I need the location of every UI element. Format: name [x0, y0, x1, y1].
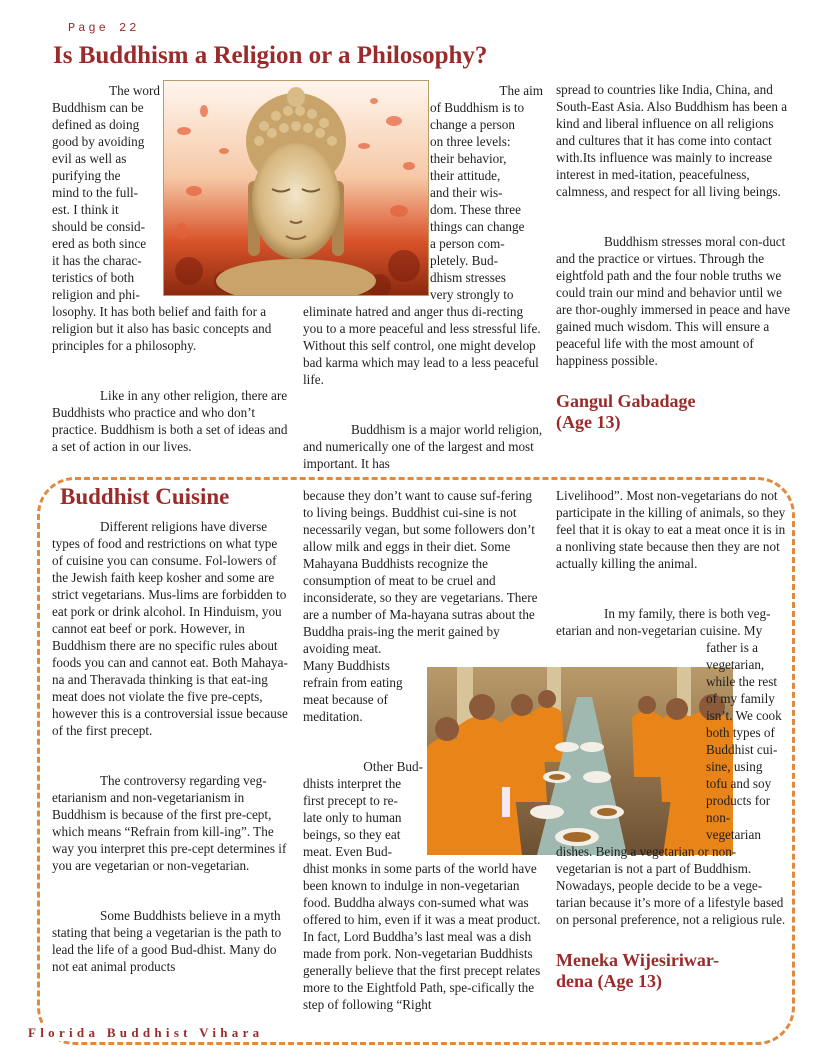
- text-line: products for: [706, 793, 771, 808]
- text-line: of Buddhism is to: [430, 100, 525, 115]
- text-line: late only to human: [303, 810, 402, 825]
- paragraph: eliminate hatred and anger thus di-recting you to a more peaceful and less stressful life. Without this self control, one might develop bad karma which may lead to a less peaceful life.: [303, 304, 541, 387]
- paragraph: Different religions have diverse types of food and restrictions on what type of cuisine you can consume. Fol-lowers of the Jewish faith keep kosher and some are strict vegetarians. Mus-lims are forbidden to eat pork or drink alcohol. In Hinduism, you cannot eat beef or pork. However, in Buddhism there are no specific rules about foods you can and cannot eat. Both Mahaya-na and Theravada thinking is that eat-ing meat does not violate the five pre-cepts, however this is a controversial issue because of the first precept.: [52, 519, 288, 738]
- paragraph: Buddhism stresses moral con-duct and the practice or virtues. Through the eightfold path and the four noble truths we could train our mind and behavior until we are thor-oughly immersed in peace and have gained much wisdom. This will ensure a peaceful life with the most amount of happiness possible.: [556, 234, 791, 368]
- text-line: The word: [109, 83, 160, 98]
- author-age: dena (Age 13): [556, 971, 662, 991]
- author-age: (Age 13): [556, 412, 621, 432]
- paragraph: losophy. It has both belief and faith for a religion but it also has basic concepts and principles for a philosophy.: [52, 304, 272, 353]
- text-line: tofu and soy: [706, 776, 772, 791]
- text-line: very strongly to: [430, 287, 514, 302]
- text-line: meat because of: [303, 692, 388, 707]
- text-line: things can change: [430, 219, 525, 234]
- text-line: while the rest: [706, 674, 778, 689]
- footer-organization-name: Florida Buddhist Vihara: [28, 1025, 267, 1041]
- text-line: sine, using: [706, 759, 763, 774]
- text-line: their behavior,: [430, 151, 507, 166]
- paragraph: Some Buddhists believe in a myth stating that being a vegetarian is the path to lead the life of a good Bud-dhist. Many do not eat animal products: [52, 908, 282, 974]
- text-line: on three levels:: [430, 134, 511, 149]
- paragraph: Livelihood”. Most non-vegetarians do not participate in the killing of animals, so they feel that it is okay to eat a meat once it is in a nonliving state because then they are not actually killing the animal.: [556, 488, 786, 571]
- text-line: mind to the full-: [52, 185, 139, 200]
- paragraph: because they don’t want to cause suf-fering to living beings. Buddhist cui-sine is not necessarily vegan, but some followers don’t allow milk and eggs in their diet. Some Mahayana Buddhists recognize the consumption of meat to be cruel and inconsiderate, so they are vegetarians. There are a number of Ma-hayana sutras about the Buddha prais-ing the merit gained by avoiding meat.: [303, 488, 538, 656]
- text-line: vegetarian,: [706, 657, 765, 672]
- section-title: Buddhist Cuisine: [60, 484, 230, 509]
- text-line: meditation.: [303, 709, 363, 724]
- text-line: evil as well as: [52, 151, 127, 166]
- text-line: dhism stresses: [430, 270, 506, 285]
- paragraph: Like in any other religion, there are Buddhists who practice and who don’t practice. Buddhism is both a set of ideas and a set of action in our lives.: [52, 388, 288, 454]
- text-line: refrain from eating: [303, 675, 403, 690]
- paragraph: Buddhism is a major world religion, and numerically one of the largest and most important. It has: [303, 422, 543, 471]
- text-line: good by avoiding: [52, 134, 145, 149]
- text-line: religion and phi-: [52, 287, 140, 302]
- text-line: and their wis-: [430, 185, 503, 200]
- text-line: The aim: [499, 83, 543, 98]
- text-line: pletely. Bud-: [430, 253, 498, 268]
- text-line: dom. These three: [430, 202, 521, 217]
- text-line: purifying the: [52, 168, 121, 183]
- text-line: first precept to re-: [303, 793, 398, 808]
- author-name: Gangul Gabadage: [556, 391, 696, 411]
- text-line: Buddhist cui-: [706, 742, 778, 757]
- text-line: of my family: [706, 691, 775, 706]
- text-line: should be consid-: [52, 219, 146, 234]
- text-line: est. I think it: [52, 202, 119, 217]
- article1-column2: [303, 82, 543, 472]
- text-line: dhists interpret the: [303, 776, 402, 791]
- text-line: it has the charac-: [52, 253, 142, 268]
- text-line: beings, so they eat: [303, 827, 401, 842]
- text-line: father is a: [706, 640, 758, 655]
- text-line: meat. Even Bud-: [303, 844, 392, 859]
- paragraph: dhist monks in some parts of the world have been known to indulge in non-vegetarian food. Buddha always con-sumed what was offered to him, even if it was a meat product. In fact, Lord Buddha’s last meal was a dish made from pork. Non-vegetarian Buddhists generally believe that the first precept relates more to the Eightfold Path, spe-cifically the step of following “Right: [303, 861, 541, 1012]
- paragraph: dishes. Being a vegetarian or non-vegetarian is not a part of Buddhism. Nowadays, people decide to be a vege-tarian because it’s more of a lifestyle based on personal preference, not a religious rule.: [556, 844, 786, 927]
- page-number: Page 22: [68, 21, 140, 35]
- article2-column1: [52, 518, 288, 975]
- text-line: Buddhism can be: [52, 100, 144, 115]
- author-name: Meneka Wijesiriwar-: [556, 950, 720, 970]
- paragraph: spread to countries like India, China, and South-East Asia. Also Buddhism has been a kind and liberal influence on all religions and cultures that it has come into contact with.Its influence was mainly to increase interest in med-itation, peacefulness, calmness, and respect for all living beings.: [556, 82, 788, 199]
- text-line: a person com-: [430, 236, 505, 251]
- article1-column3: [556, 81, 792, 433]
- article2-column2: [303, 487, 543, 1013]
- text-line: defined as doing: [52, 117, 140, 132]
- page-title: Is Buddhism a Religion or a Philosophy?: [53, 42, 488, 69]
- article2-column3: [556, 487, 791, 992]
- text-line: Many Buddhists: [303, 658, 390, 673]
- text-line: non-: [706, 810, 731, 825]
- article1-column1: [52, 82, 295, 455]
- text-line: isn’t. We cook: [706, 708, 782, 723]
- paragraph: The controversy regarding veg-etarianism and non-vegetarianism in Buddhism is because of the first pre-cept, which means “Refrain from kill-ing”. The way you interpret this pre-cept determines if you are vegetarian or non-vegetarian.: [52, 773, 287, 873]
- text-line: teristics of both: [52, 270, 135, 285]
- paragraph: In my family, there is both veg-etarian and non-vegetarian cuisine. My: [556, 606, 771, 638]
- text-line: change a person: [430, 117, 515, 132]
- text-line: both types of: [706, 725, 775, 740]
- text-line: their attitude,: [430, 168, 501, 183]
- text-line: vegetarian: [706, 827, 761, 842]
- author-byline: [556, 950, 791, 992]
- text-line: ered as both since: [52, 236, 147, 251]
- author-byline: [556, 391, 792, 433]
- text-line: Other Bud-: [363, 759, 423, 774]
